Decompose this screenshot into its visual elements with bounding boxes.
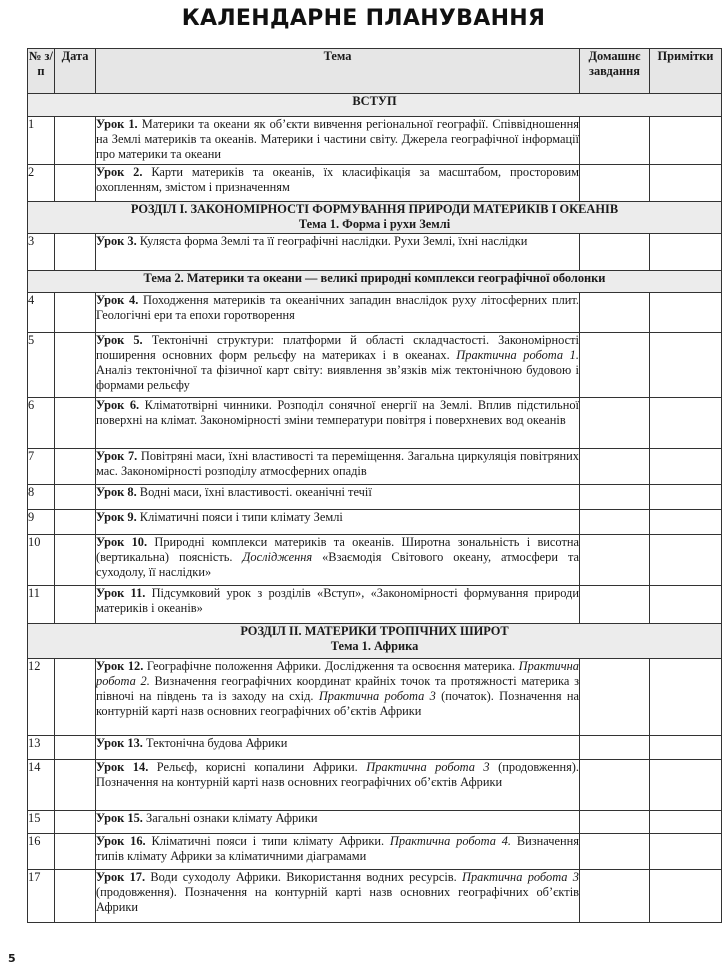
notes-cell [650, 234, 722, 271]
homework-cell [580, 165, 650, 202]
lesson-label: Урок 14. [96, 760, 149, 774]
table-row [28, 659, 722, 736]
notes-cell [650, 293, 722, 333]
lesson-activity: Практична робота 3 [318, 689, 436, 703]
lesson-label: Урок 3. [96, 234, 137, 248]
header-num: № з/п [28, 49, 55, 94]
lesson-label: Урок 17. [96, 870, 146, 884]
homework-cell [580, 485, 650, 510]
lesson-topic [96, 870, 580, 923]
date-cell [55, 811, 96, 834]
lesson-text: Кліматотвірні чинники. Розподіл сонячної енергії на Землі. Вплив підстильної поверхні на клімат. Закономірності зміни температури повітря і поверхневих вод океанів [96, 398, 579, 427]
homework-cell [580, 333, 650, 398]
lesson-text: Аналіз тектонічної та фізичної карт світу: виявлення зв’язків між тектонічною будовою і формами рельєфу [96, 363, 579, 392]
header-topic: Тема [96, 49, 580, 94]
lesson-text: (продовження). Позначення на контурній карті назв основних географічних об’єктів Африки [96, 760, 580, 789]
theme-title: Тема 2. Материки та океани — великі природні комплекси географічної оболонки [28, 271, 722, 293]
section-row-2 [28, 624, 722, 659]
lesson-label: Урок 13. [96, 736, 143, 750]
date-cell [55, 510, 96, 535]
lesson-topic [96, 736, 580, 760]
lesson-text: Води суходолу Африки. Використання водних ресурсів. [145, 870, 463, 884]
lesson-number: 10 [28, 535, 55, 586]
homework-cell [580, 870, 650, 923]
table-row [28, 736, 722, 760]
lesson-number: 16 [28, 834, 55, 870]
lesson-topic [96, 834, 580, 870]
section-title: ВСТУП [28, 94, 722, 117]
lesson-text: Кліматичні пояси і типи клімату Африки. [145, 834, 390, 848]
lesson-label: Урок 6. [96, 398, 140, 412]
date-cell [55, 165, 96, 202]
lesson-text: Тектонічна будова Африки [142, 736, 288, 750]
lesson-label: Урок 9. [96, 510, 137, 524]
lesson-text: Материки та океани як об’єкти вивчення регіональної географії. Співвідношення на Землі материків та океанів. Материки і частини світу. Джерела географічної інформації про материки та океани [96, 117, 579, 161]
date-cell [55, 449, 96, 485]
table-row [28, 234, 722, 271]
lesson-activity: Дослідження [242, 550, 313, 564]
lesson-label: Урок 11. [96, 586, 146, 600]
lesson-label: Урок 8. [96, 485, 137, 499]
lesson-text: Загальні ознаки клімату Африки [142, 811, 318, 825]
lesson-activity: Практична робота 2. [96, 659, 579, 688]
page-title: КАЛЕНДАРНЕ ПЛАНУВАННЯ [181, 6, 546, 31]
lesson-topic [96, 165, 580, 202]
lesson-number: 9 [28, 510, 55, 535]
notes-cell [650, 659, 722, 736]
header-homework: Домашнє завдання [580, 49, 650, 94]
lesson-label: Урок 7. [96, 449, 138, 463]
lesson-number: 11 [28, 586, 55, 624]
header-notes: Примітки [650, 49, 722, 94]
date-cell [55, 535, 96, 586]
notes-cell [650, 535, 722, 586]
lesson-topic [96, 510, 580, 535]
lesson-text: Природні комплекси материків та океанів. Широтна зональність і висотна (вертикальна) поясність. [96, 535, 579, 564]
date-cell [55, 834, 96, 870]
lesson-text: Куляста форма Землі та її географічні наслідки. Рухи Землі, їхні наслідки [136, 234, 528, 248]
lesson-label: Урок 16. [96, 834, 146, 848]
lesson-label: Урок 2. [96, 165, 143, 179]
date-cell [55, 485, 96, 510]
lesson-text: Кліматичні пояси і типи клімату Землі [136, 510, 343, 524]
notes-cell [650, 398, 722, 449]
lesson-number: 3 [28, 234, 55, 271]
lesson-number: 2 [28, 165, 55, 202]
lesson-label: Урок 5. [96, 333, 143, 347]
lesson-label: Урок 10. [96, 535, 148, 549]
homework-cell [580, 449, 650, 485]
notes-cell [650, 736, 722, 760]
lesson-activity: Практична робота 1. [456, 348, 579, 362]
notes-cell [650, 760, 722, 811]
notes-cell [650, 811, 722, 834]
notes-cell [650, 834, 722, 870]
page-number: 5 [8, 952, 16, 965]
lesson-text: Рельєф, корисні копалини Африки. [148, 760, 367, 774]
lesson-label: Урок 4. [96, 293, 139, 307]
date-cell [55, 870, 96, 923]
lesson-text: Визначення географічних координат крайніх точок та протяжності материка з півночі на південь та із заходу на схід. [96, 674, 579, 703]
section-title: РОЗДІЛ ІІ. МАТЕРИКИ ТРОПІЧНИХ ШИРОТ [240, 624, 509, 638]
lesson-activity: Практична робота 3 [366, 760, 490, 774]
lesson-number: 14 [28, 760, 55, 811]
lesson-topic [96, 485, 580, 510]
table-row [28, 535, 722, 586]
date-cell [55, 293, 96, 333]
table-row [28, 811, 722, 834]
lesson-number: 13 [28, 736, 55, 760]
lesson-number: 5 [28, 333, 55, 398]
lesson-text: Повітряні маси, їхні властивості та переміщення. Загальна циркуляція повітряних мас. Закономірності розподілу атмосферних опадів [96, 449, 579, 478]
lesson-topic [96, 398, 580, 449]
lesson-number: 4 [28, 293, 55, 333]
notes-cell [650, 485, 722, 510]
homework-cell [580, 117, 650, 165]
lesson-label: Урок 15. [96, 811, 143, 825]
date-cell [55, 760, 96, 811]
homework-cell [580, 293, 650, 333]
lesson-topic [96, 234, 580, 271]
section-row-intro [28, 94, 722, 117]
homework-cell [580, 659, 650, 736]
lesson-number: 12 [28, 659, 55, 736]
section-title: РОЗДІЛ І. ЗАКОНОМІРНОСТІ ФОРМУВАННЯ ПРИРОДИ МАТЕРИКІВ І ОКЕАНІВ [130, 202, 619, 216]
lesson-text: Географічне положення Африки. Дослідження та освоєння материка. [143, 659, 519, 673]
homework-cell [580, 834, 650, 870]
lesson-number: 17 [28, 870, 55, 923]
lesson-text: Підсумковий урок з розділів «Вступ», «Закономірності формування природи материків і океанів» [96, 586, 579, 615]
notes-cell [650, 449, 722, 485]
lesson-number: 15 [28, 811, 55, 834]
lesson-text: «Взаємодія Світового океану, атмосфери та суходолу, її наслідки» [96, 550, 580, 579]
homework-cell [580, 586, 650, 624]
lesson-topic [96, 449, 580, 485]
lesson-text: Походження материків та океанічних западин внаслідок руху літосферних плит. Геологічні ери та епохи горотворення [96, 293, 580, 322]
lesson-activity: Практична робота 3 [462, 870, 580, 884]
lesson-text: Водні маси, їхні властивості. океанічні течії [136, 485, 372, 499]
notes-cell [650, 333, 722, 398]
lesson-activity: Практична робота 4. [389, 834, 512, 848]
table-row [28, 449, 722, 485]
lesson-topic [96, 293, 580, 333]
table-row [28, 510, 722, 535]
table-row [28, 117, 722, 165]
lesson-text: Карти материків та океанів, їх класифікація за масштабом, просторовим охопленням, змістом і призначенням [96, 165, 580, 194]
notes-cell [650, 586, 722, 624]
header-date: Дата [55, 49, 96, 94]
table-row [28, 165, 722, 202]
header-row [28, 49, 722, 94]
notes-cell [650, 510, 722, 535]
date-cell [55, 117, 96, 165]
notes-cell [650, 165, 722, 202]
homework-cell [580, 811, 650, 834]
table-row [28, 586, 722, 624]
table-row [28, 760, 722, 811]
theme-title: Тема 1. Форма і рухи Землі [298, 217, 451, 231]
lesson-number: 8 [28, 485, 55, 510]
date-cell [55, 398, 96, 449]
homework-cell [580, 535, 650, 586]
homework-cell [580, 760, 650, 811]
lesson-number: 7 [28, 449, 55, 485]
date-cell [55, 586, 96, 624]
table-row [28, 333, 722, 398]
notes-cell [650, 870, 722, 923]
table-row [28, 834, 722, 870]
lesson-topic [96, 586, 580, 624]
calendar-plan-table [27, 48, 722, 923]
table-row [28, 870, 722, 923]
date-cell [55, 333, 96, 398]
homework-cell [580, 234, 650, 271]
lesson-text: Тектонічні структури: платформи й області складчастості. Закономірності поширення основних форм рельєфу на материках і в океанах. [96, 333, 579, 362]
lesson-label: Урок 1. [96, 117, 138, 131]
homework-cell [580, 736, 650, 760]
homework-cell [580, 398, 650, 449]
section-row-1 [28, 202, 722, 234]
date-cell [55, 659, 96, 736]
theme-title: Тема 1. Африка [330, 639, 419, 653]
lesson-topic [96, 760, 580, 811]
date-cell [55, 736, 96, 760]
lesson-number: 6 [28, 398, 55, 449]
lesson-topic [96, 117, 580, 165]
table-row [28, 485, 722, 510]
lesson-label: Урок 12. [96, 659, 144, 673]
lesson-text: (початок). Позначення на контурній карті назв основних географічних об’єктів Африки [96, 689, 579, 718]
notes-cell [650, 117, 722, 165]
table-row [28, 398, 722, 449]
lesson-topic [96, 333, 580, 398]
homework-cell [580, 510, 650, 535]
lesson-topic [96, 659, 580, 736]
lesson-number: 1 [28, 117, 55, 165]
theme-row-2 [28, 271, 722, 293]
table-row [28, 293, 722, 333]
date-cell [55, 234, 96, 271]
lesson-text: (продовження). Позначення на контурній карті назв основних географічних об’єктів Африки [96, 885, 579, 914]
lesson-text: Визначення типів клімату Африки за кліматичними діаграмами [96, 834, 579, 863]
lesson-topic [96, 811, 580, 834]
lesson-topic [96, 535, 580, 586]
